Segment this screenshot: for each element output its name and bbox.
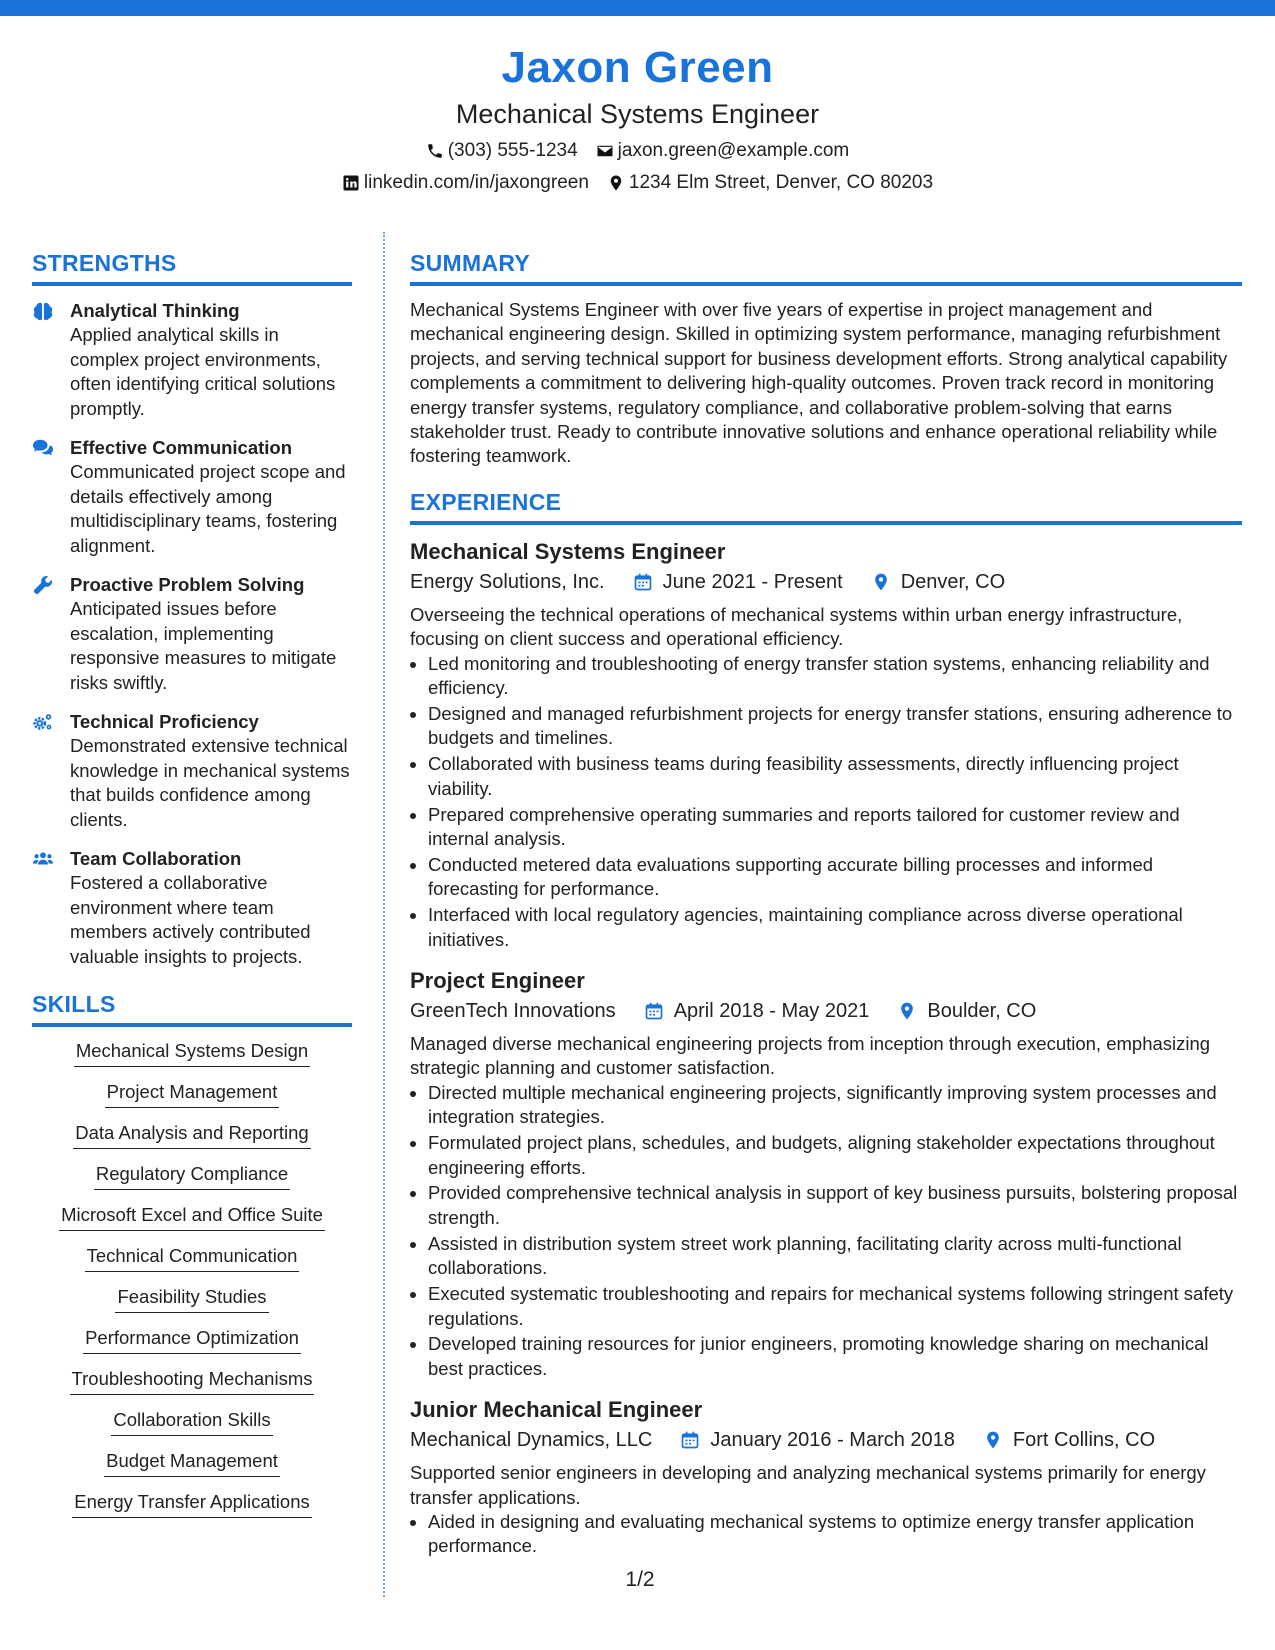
job-bullet: • Collaborated with business teams during feasibility assessments, directly influencing project viability.: [428, 752, 1242, 801]
job-bullets: [410, 1081, 1242, 1381]
skills-section: [32, 989, 352, 1518]
gears-icon: [32, 711, 54, 733]
skills-list: [32, 1039, 352, 1518]
strength-desc: Anticipated issues before escalation, implementing responsive measures to mitigate risks swiftly.: [70, 598, 337, 693]
address-text: 1234 Elm Street, Denver, CO 80203: [628, 172, 934, 193]
phone-contact: [426, 138, 578, 164]
job-bullet: • Developed training resources for junior engineers, promoting knowledge sharing on mechanical best practices.: [428, 1332, 1242, 1381]
job-bullet: • Aided in designing and evaluating mechanical systems to optimize energy transfer application performance.: [428, 1510, 1242, 1559]
strength-desc: Demonstrated extensive technical knowledge in mechanical systems that builds confidence among clients.: [70, 735, 350, 830]
job-bullet: • Executed systematic troubleshooting and repairs for mechanical systems following stringent safety regulations.: [428, 1282, 1242, 1331]
job-location: Boulder, CO: [927, 1000, 1037, 1023]
strengths-heading: STRENGTHS: [32, 248, 352, 286]
summary-text: Mechanical Systems Engineer with over five years of expertise in project management and mechanical engineering design. Skilled in optimizing system performance, managing refurbishment projects, and serving technical support for business development efforts. Strong analytical capability complements a commitment to delivering high-quality outcomes. Proven track record in monitoring energy transfer systems, regulatory compliance, and collaborative problem-solving that earns stakeholder trust. Ready to contribute innovative solutions and enhance operational reliability while fostering teamwork.: [410, 299, 1228, 467]
job-company: GreenTech Innovations: [410, 1000, 616, 1023]
skill-item: Technical Communication: [85, 1244, 300, 1272]
job-title: Junior Mechanical Engineer: [410, 1397, 703, 1423]
strength-desc: Fostered a collaborative environment where team members actively contributed valuable insights to projects.: [70, 872, 311, 967]
job-bullet: • Assisted in distribution system street work planning, facilitating clarity across multi-functional collaborations.: [428, 1232, 1242, 1281]
job-location: Denver, CO: [900, 570, 1006, 593]
job-meta: [410, 996, 1242, 1026]
skill-item: Performance Optimization: [83, 1326, 301, 1354]
left-column: [32, 248, 352, 1531]
job-entry: [410, 966, 1242, 1381]
strength-item: [32, 572, 352, 695]
strength-item: [32, 435, 352, 558]
strength-item: [32, 846, 352, 969]
job-entry: [410, 537, 1242, 952]
contact-row-2: [0, 170, 1275, 196]
job-description: Supported senior engineers in developing and analyzing mechanical systems primarily for energy transfer applications.: [410, 1462, 1206, 1508]
skill-item: Microsoft Excel and Office Suite: [59, 1203, 325, 1231]
linkedin-contact[interactable]: [342, 170, 589, 196]
strength-title: Analytical Thinking: [70, 300, 240, 321]
job-bullet: • Directed multiple mechanical engineering projects, significantly improving system processes and integration strategies.: [428, 1081, 1242, 1130]
job-bullet: • Led monitoring and troubleshooting of energy transfer station systems, enhancing reliability and efficiency.: [428, 652, 1242, 701]
phone-icon: [426, 142, 444, 160]
strength-item: [32, 709, 352, 832]
linkedin-text: linkedin.com/in/jaxongreen: [363, 172, 589, 193]
brain-icon: [32, 300, 54, 322]
job-bullet: • Prepared comprehensive operating summaries and reports tailored for customer review and internal analysis.: [428, 803, 1242, 852]
page-number: 1/2: [625, 1568, 655, 1591]
job-bullet: • Designed and managed refurbishment projects for energy transfer stations, ensuring adherence to budgets and timelines.: [428, 702, 1242, 751]
job-title: Project Engineer: [410, 968, 585, 994]
job-company: Energy Solutions, Inc.: [410, 570, 605, 593]
right-column: [410, 248, 1242, 1573]
comments-icon: [32, 437, 54, 459]
wrench-icon: [32, 574, 54, 596]
job-description: Overseeing the technical operations of mechanical systems within urban energy infrastructure, focusing on client success and operational efficiency.: [410, 603, 1183, 650]
skill-item: Collaboration Skills: [111, 1408, 272, 1436]
skill-item: Troubleshooting Mechanisms: [70, 1367, 315, 1395]
skills-heading: SKILLS: [32, 989, 352, 1027]
map-pin-icon: [871, 572, 891, 592]
column-divider: [383, 232, 385, 1597]
skill-item: Mechanical Systems Design: [74, 1039, 310, 1067]
job-entry: [410, 1395, 1242, 1559]
strength-title: Technical Proficiency: [70, 711, 259, 732]
calendar-icon: [633, 572, 653, 592]
strength-title: Proactive Problem Solving: [70, 574, 305, 595]
skill-item: Regulatory Compliance: [94, 1162, 290, 1190]
job-meta: [410, 1425, 1242, 1455]
calendar-icon: [680, 1430, 700, 1450]
job-bullet: • Conducted metered data evaluations supporting accurate billing processes and informed forecasting for performance.: [428, 853, 1242, 902]
envelope-icon: [596, 142, 614, 160]
strength-title: Effective Communication: [70, 437, 293, 458]
job-dates: June 2021 - Present: [662, 570, 843, 593]
job-bullet: • Formulated project plans, schedules, and budgets, aligning stakeholder expectations throughout engineering efforts.: [428, 1131, 1242, 1180]
skill-item: Feasibility Studies: [115, 1285, 268, 1313]
job-bullets: [410, 652, 1242, 952]
calendar-icon: [644, 1001, 664, 1021]
job-bullet: • Provided comprehensive technical analysis in support of key business pursuits, bolstering proposal strength.: [428, 1181, 1242, 1230]
top-accent-bar: [0, 0, 1275, 16]
strength-desc: Communicated project scope and details effectively among multidisciplinary teams, fostering alignment.: [70, 461, 346, 556]
map-pin-icon: [607, 174, 625, 192]
email-text: jaxon.green@example.com: [617, 140, 850, 161]
job-meta: [410, 567, 1242, 597]
summary-heading: SUMMARY: [410, 248, 1242, 286]
skill-item: Budget Management: [104, 1449, 280, 1477]
job-description: Managed diverse mechanical engineering projects from inception through execution, emphasizing strategic planning and customer satisfaction.: [410, 1033, 1211, 1079]
skill-item: Project Management: [105, 1080, 280, 1108]
users-icon: [32, 848, 54, 870]
job-title: Mechanical Systems Engineer: [410, 538, 726, 564]
strength-item: [32, 298, 352, 421]
resume-header: [0, 40, 1275, 196]
strength-desc: Applied analytical skills in complex project environments, often identifying critical solutions promptly.: [70, 324, 336, 419]
job-location: Fort Collins, CO: [1012, 1429, 1156, 1452]
candidate-role: Mechanical Systems Engineer: [455, 99, 820, 129]
map-pin-icon: [983, 1430, 1003, 1450]
job-company: Mechanical Dynamics, LLC: [410, 1429, 653, 1452]
skill-item: Data Analysis and Reporting: [73, 1121, 310, 1149]
strength-title: Team Collaboration: [70, 848, 242, 869]
skill-item: Energy Transfer Applications: [72, 1490, 312, 1518]
contact-row-1: [0, 138, 1275, 164]
job-bullets: [410, 1510, 1242, 1559]
job-dates: January 2016 - March 2018: [710, 1429, 955, 1452]
experience-heading: EXPERIENCE: [410, 487, 1242, 525]
email-contact[interactable]: [596, 138, 850, 164]
job-bullet: • Interfaced with local regulatory agencies, maintaining compliance across diverse operational initiatives.: [428, 903, 1242, 952]
address-contact: [607, 170, 933, 196]
phone-text: (303) 555-1234: [447, 140, 578, 161]
map-pin-icon: [897, 1001, 917, 1021]
candidate-name: Jaxon Green: [501, 43, 774, 92]
linkedin-icon: [342, 174, 360, 192]
job-dates: April 2018 - May 2021: [673, 1000, 870, 1023]
